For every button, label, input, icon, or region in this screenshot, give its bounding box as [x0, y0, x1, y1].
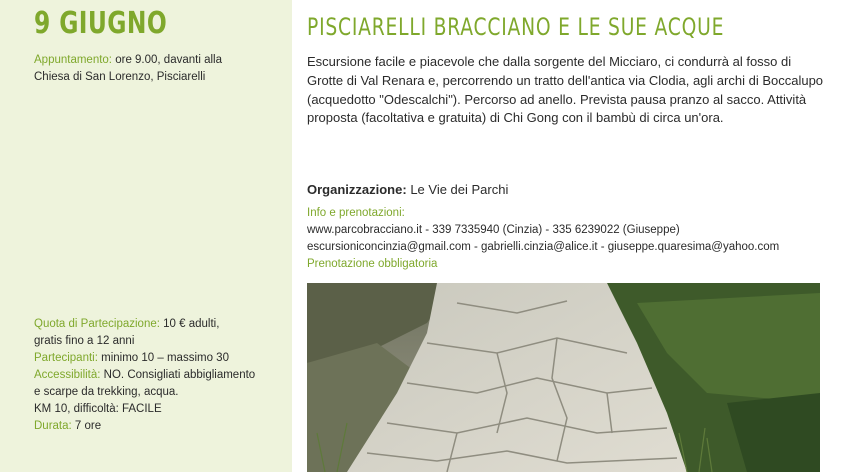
accessibility-text-1: Consigliati abbigliamento	[127, 369, 256, 381]
quota-text-2: gratis fino a 12 anni	[34, 335, 135, 347]
organization-label: Organizzazione:	[307, 182, 407, 197]
trail-photo	[307, 283, 820, 472]
details-block	[34, 316, 284, 435]
event-title: PISCIARELLI BRACCIANO E LE SUE ACQUE	[307, 13, 725, 41]
appointment-label: Appuntamento:	[34, 54, 113, 66]
info-contacts-phone: www.parcobracciano.it - 339 7335940 (Cinzia) - 335 6239022 (Giuseppe)	[307, 224, 680, 236]
appointment-text-2: Chiesa di San Lorenzo, Pisciarelli	[34, 71, 206, 83]
info-block	[307, 205, 779, 273]
info-contacts-email: escursioniconcinzia@gmail.com - gabrielli.cinzia@alice.it - giuseppe.quaresima@yahoo.com	[307, 241, 780, 253]
duration-text: 7 ore	[74, 420, 102, 432]
quota-text-1: 10 € adulti,	[163, 318, 220, 330]
organization-value: Le Vie dei Parchi	[410, 182, 509, 197]
km-difficulty: KM 10, difficoltà: FACILE	[34, 403, 162, 415]
accessibility-value: NO.	[103, 369, 125, 381]
event-description: Escursione facile e piacevole che dalla sorgente del Micciaro, ci condurrà al fosso di Grotte di Val Renara e, percorrendo un tratto dell'antica via Clodia, agli archi di Boccalupo (acquedotto "Odescalchi"). Percorso ad anello. Prevista pausa pranzo al sacco. Attività proposta (facoltativa e gratuita) di Chi Gong con il bambù di circa un'ora.	[307, 54, 824, 126]
organization-line	[307, 182, 508, 197]
info-label: Info e prenotazioni:	[307, 207, 405, 219]
event-date: 9 GIUGNO	[34, 6, 168, 41]
booking-required: Prenotazione obbligatoria	[307, 258, 438, 270]
appointment-block	[34, 52, 284, 86]
trail-photo-illustration	[307, 283, 820, 472]
participants-text: minimo 10 – massimo 30	[101, 352, 229, 364]
quota-label: Quota di Partecipazione:	[34, 318, 160, 330]
duration-label: Durata:	[34, 420, 72, 432]
accessibility-text-2: e scarpe da trekking, acqua.	[34, 386, 179, 398]
appointment-text-1: ore 9.00, davanti alla	[115, 54, 222, 66]
left-sidebar	[0, 0, 292, 472]
participants-label: Partecipanti:	[34, 352, 98, 364]
accessibility-label: Accessibilità:	[34, 369, 101, 381]
